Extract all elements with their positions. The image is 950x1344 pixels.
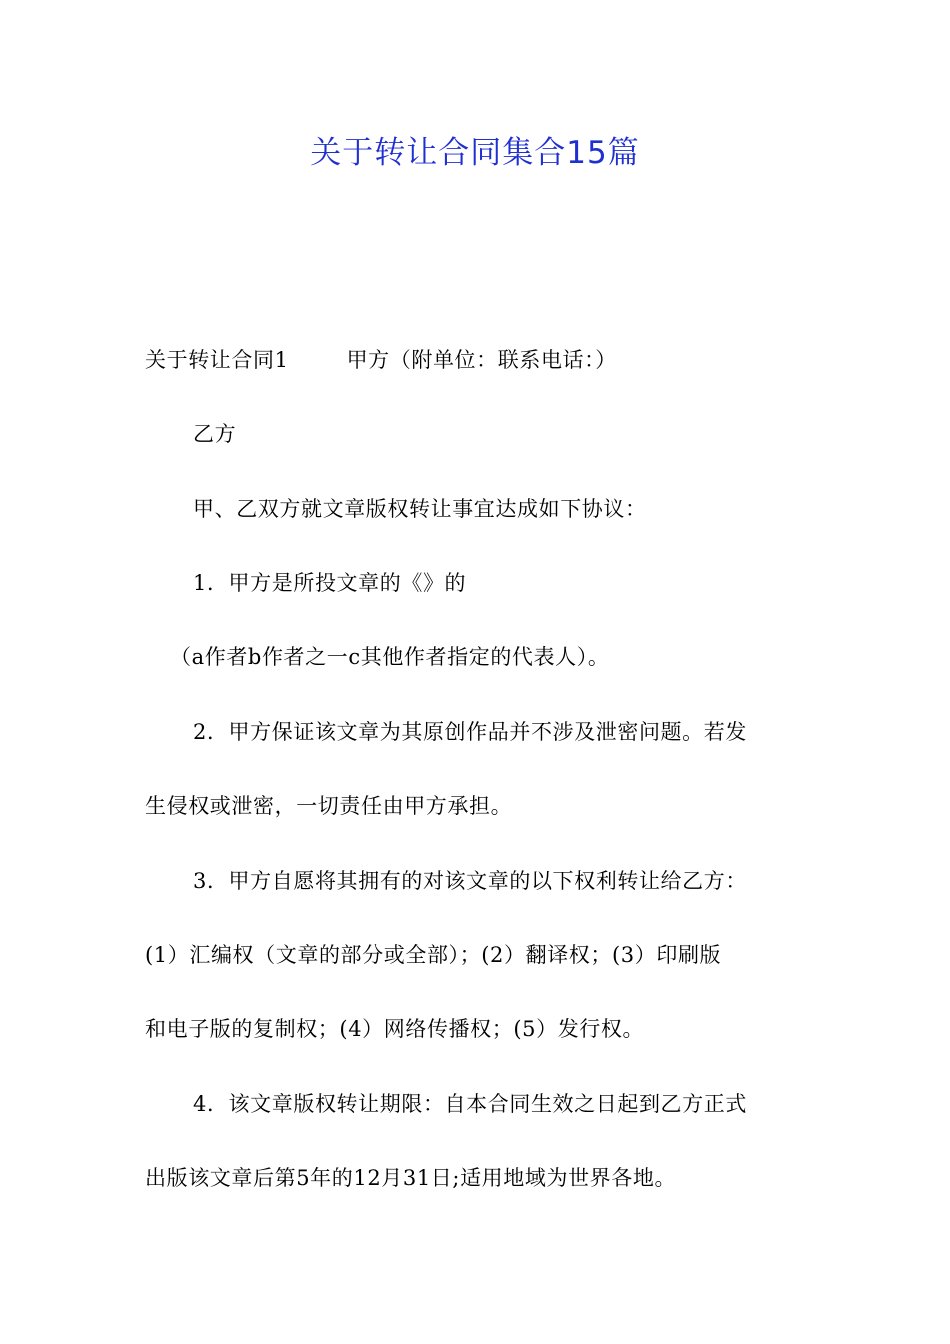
paragraph-line: （a作者b作者之一c其他作者指定的代表人）。 xyxy=(170,645,610,669)
contract-heading: 关于转让合同1 xyxy=(145,348,289,372)
paragraph-line: 甲、乙双方就文章版权转让事宜达成如下协议： xyxy=(193,497,647,521)
paragraph-line: 生侵权或泄密，一切责任由甲方承担。 xyxy=(145,794,513,818)
party-a-line: 甲方（附单位：联系电话：） xyxy=(346,348,617,372)
document-title: 关于转让合同集合15篇 xyxy=(310,135,640,171)
paragraph-line: 和电子版的复制权；(4）网络传播权；(5）发行权。 xyxy=(145,1017,645,1041)
heading-line xyxy=(145,344,617,376)
paragraph-line: 出版该文章后第5年的12月31日;适用地域为世界各地。 xyxy=(145,1166,677,1190)
paragraph-line: (1）汇编权（文章的部分或全部）；(2）翻译权；(3）印刷版 xyxy=(145,943,722,967)
paragraph-line: 1．甲方是所投文章的《》的 xyxy=(193,571,467,595)
paragraph-line: 2．甲方保证该文章为其原创作品并不涉及泄密问题。若发 xyxy=(193,720,747,744)
paragraph-line: 4．该文章版权转让期限：自本合同生效之日起到乙方正式 xyxy=(193,1092,747,1116)
paragraph-line: 3．甲方自愿将其拥有的对该文章的以下权利转让给乙方： xyxy=(193,869,747,893)
party-b-line: 乙方 xyxy=(193,422,237,446)
